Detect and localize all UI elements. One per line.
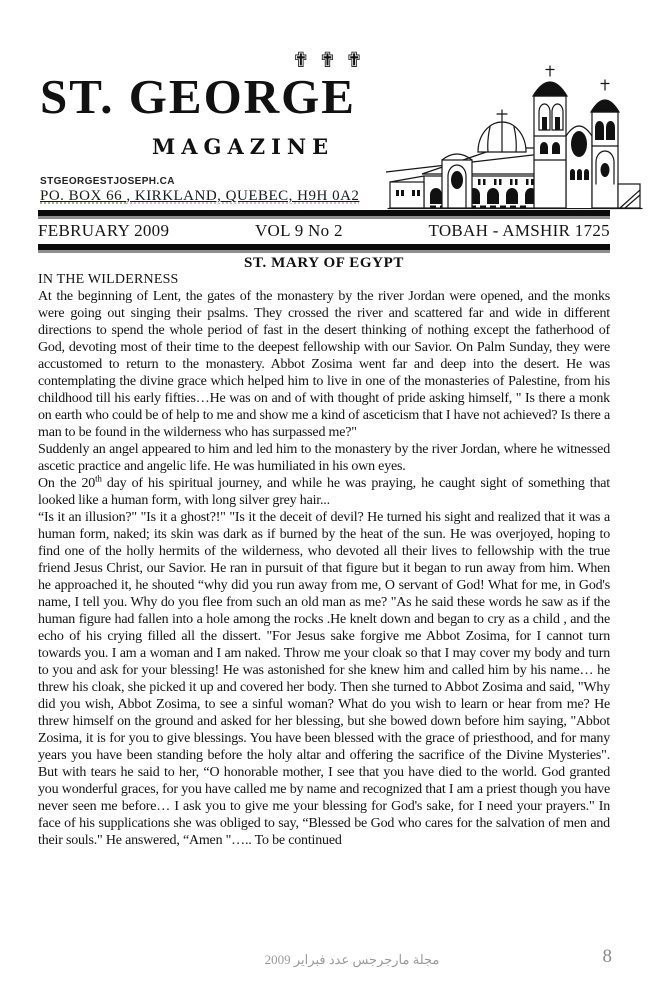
- website-url: STGEORGESTJOSEPH.CA: [40, 176, 175, 187]
- ordinal-superscript: th: [95, 473, 102, 484]
- issue-info-bar: [38, 221, 610, 241]
- magazine-subtitle: MAGAZINE: [152, 134, 335, 159]
- issue-volume: VOL 9 No 2: [254, 221, 343, 240]
- issue-coptic-date: TOBAH - AMSHIR 1725: [428, 221, 610, 240]
- article-paragraph: [38, 475, 610, 509]
- address-part1: PO. BOX 66: [40, 188, 127, 204]
- article-heading: IN THE WILDERNESS: [38, 272, 179, 287]
- footer-arabic-caption: مجلة مارجرجس عدد فبراير 2009: [264, 952, 440, 967]
- address-part2: , KIRKLAND, QUEBEC, H9H 0A2: [126, 188, 360, 204]
- page-number: 8: [602, 946, 612, 967]
- magazine-title: ST. GEORGE: [40, 69, 356, 124]
- article-paragraph: “Is it an illusion?" "Is it a ghost?!" "Is it the deceit of devil? He turned his sight and realized that it was a human form, naked; its skin was dark as if burned by the heat of the sun. He was overjoyed, hoping to find one of the holly hermits of the wilderness, who devoted all their lives to fellowship with the true friend Jesus Christ, our Savior. He ran in pursuit of that figure but it began to run away from him. When he approached it, he shouted “why did you run away from me, O servant of God! What for me, in God's name, I tell you. Why do you flee from such an old man as me? "As he said these words he saw as if the human figure had fallen into a hole among the rocks .He knelt down and began to cry as a child , and the echo of his crying filled all the dissert. "For Jesus sake forgive me Abbot Zosima, for I cannot turn towards you. I am a woman and I am naked. Throw me your cloak so that I may cover my body and turn to you and ask for your blessing! He was astonished for she knew him and called him by his name… he threw his cloak, she picked it up and covered her body. Then she turned to Abbot Zosima and said, "Why did you wish, Abbot Zosima, to see a sinful woman? What do you wish to learn or hear from me? He threw himself on the ground and asked for her blessing, but she bowed down before him saying, "Abbot Zosima, it is for you to give blessings. You have been blessed with the grace of priesthood, and for many years you have been standing before the holy altar and offering the sacrifice of the Divine Mysteries". But with tears he said to her, “O honorable mother, I see that you have died to the world. God granted you wonderful graces, for you have called me by name and recognized that I am a priest though you have never seen me before… I ask you to give me your blessing for God's sake, for I need your prayers." In face of his supplications she was obliged to say, “Blessed be God who cares for the salvation of men and their souls." He answered, “Amen "….. To be continued: [38, 510, 610, 848]
- mailing-address: [40, 188, 359, 205]
- paragraph-text: On the 20: [38, 476, 96, 491]
- issue-date: FEBRUARY 2009: [38, 221, 170, 240]
- article-title: ST. MARY OF EGYPT: [244, 255, 404, 271]
- article-paragraph: At the beginning of Lent, the gates of the monastery by the river Jordan were opened, and the monks were going out singing their psalms. They crossed the river and scattered far and wide in different directions to spend the whole period of fast in the desert thinking of nothing except the fatherhood of God, devoting most of their time to the deepest fellowship with our Savior. On Palm Sunday, they were accustomed to return to the monastery. Abbot Zosima went far and deep into the desert. He was contemplating the divine grace which helped him to live in one of the monasteries of Palestine, from his childhood till his early fifties…He was on and of with thought of pride asking himself, " Is there a monk on earth who could be of help to me and show me a kind of asceticism that I have not achieved? Is there a man to be found in the wilderness who has surpassed me?": [38, 289, 610, 440]
- article-body: [38, 271, 610, 849]
- three-crosses-icon: ✟✟✟: [292, 48, 372, 72]
- divider-rule-top: [38, 210, 610, 219]
- church-illustration-icon: [386, 64, 644, 212]
- article-paragraph: Suddenly an angel appeared to him and led him to the monastery by the river Jordan, where he witnessed ascetic practice and angelic life. He was humiliated in his own eyes.: [38, 442, 610, 474]
- divider-rule-bottom: [38, 244, 610, 253]
- paragraph-text: day of his spiritual journey, and while he was praying, he caught sight of something that looked like a human form, with long silver grey hair...: [38, 476, 610, 508]
